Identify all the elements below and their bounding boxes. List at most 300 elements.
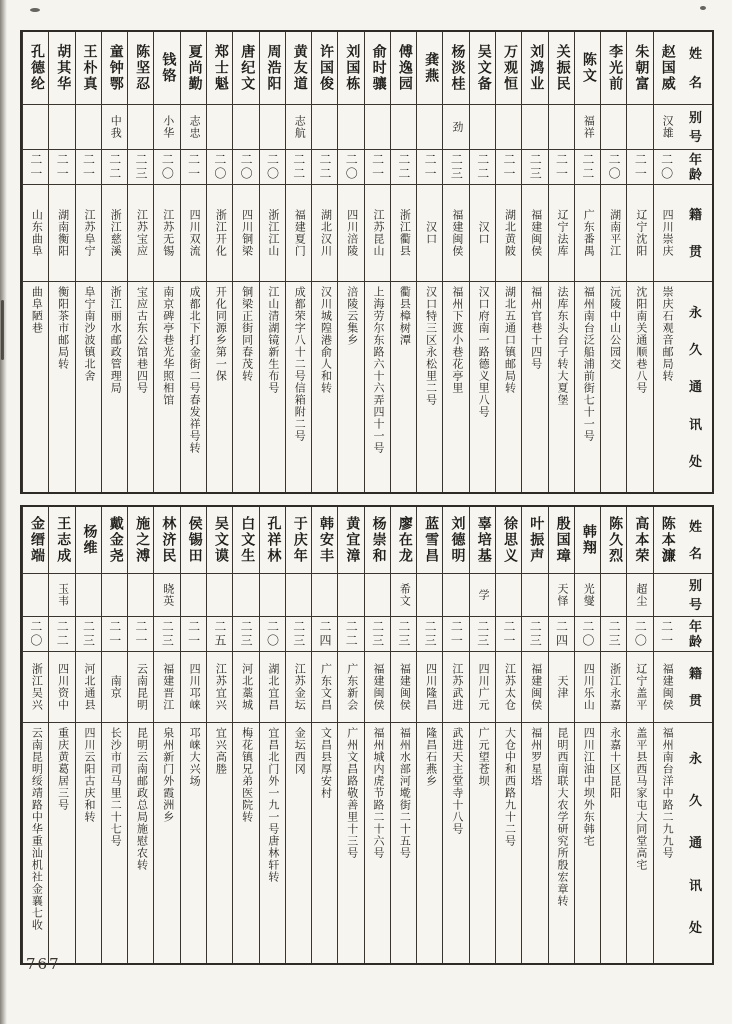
entry-address: 福州官巷十四号 — [529, 286, 542, 370]
entry-column — [548, 32, 574, 492]
entry-native-place: 山东曲阜 — [23, 185, 48, 282]
entry-native-place: 四川资中 — [49, 652, 74, 723]
entry-address: 文昌县厚安村 — [319, 727, 332, 799]
entry-alias — [365, 574, 390, 617]
entry-column — [495, 32, 521, 492]
entry-alias — [128, 105, 153, 150]
entry-native-place: 湖南衡阳 — [49, 185, 74, 282]
entry-address: 永嘉十区昆阳 — [608, 727, 621, 799]
entry-address: 重庆黄葛居三号 — [56, 727, 69, 811]
entry-alias — [233, 574, 258, 617]
entry-column — [364, 507, 390, 963]
entry-address: 云南昆明绥靖路中华重汕机社金襄七收 — [30, 727, 43, 931]
entry-address: 开化同源乡第一保 — [214, 286, 227, 382]
entry-address: 大仓中和西路九十二号 — [503, 727, 516, 847]
entry-address: 宜昌北门外一九一号唐林轩转 — [266, 727, 279, 883]
entry-native-place: 浙江衢县 — [391, 185, 416, 282]
entry-column — [653, 32, 679, 492]
entry-alias — [338, 574, 363, 617]
entry-name: 唐纪文 — [233, 32, 258, 105]
entry-name: 黄友道 — [286, 32, 311, 105]
entry-age: 二一 — [365, 150, 390, 185]
entry-native-place: 江苏金坛 — [286, 652, 311, 723]
entry-alias — [496, 574, 521, 617]
entry-alias — [601, 105, 626, 150]
entry-column — [390, 507, 416, 963]
entry-native-place: 江苏武进 — [443, 652, 468, 723]
entry-column — [180, 507, 206, 963]
entry-address: 福州水部河墘街二十五号 — [398, 727, 411, 859]
entry-native-place: 江苏阜宁 — [76, 185, 101, 282]
entry-native-place: 汉口 — [470, 185, 495, 282]
entry-native-place: 福建晋江 — [154, 652, 179, 723]
entry-column — [22, 507, 48, 963]
entry-name: 陈文 — [575, 32, 600, 105]
entry-native-place: 四川双流 — [181, 185, 206, 282]
entry-name: 戴金尧 — [102, 507, 127, 574]
directory-table-top — [20, 30, 714, 494]
entry-alias: 福祥 — [575, 105, 600, 150]
entry-address: 崇庆石观音邮局转 — [661, 286, 674, 382]
header-alias: 别 号 — [679, 105, 712, 150]
entry-age: 二二 — [49, 617, 74, 652]
entry-native-place: 江苏宜兴 — [207, 652, 232, 723]
entry-alias — [207, 105, 232, 150]
entry-column — [75, 507, 101, 963]
entry-address: 梅花镇兄弟医院转 — [240, 727, 253, 823]
entry-alias — [496, 105, 521, 150]
header-column — [679, 507, 712, 963]
entry-name: 杨淡桂 — [443, 32, 468, 105]
entry-column — [311, 32, 337, 492]
entry-age: 二四 — [549, 617, 574, 652]
entry-alias — [627, 105, 652, 150]
entry-age: 二三 — [286, 617, 311, 652]
entry-native-place: 湖南平江 — [601, 185, 626, 282]
entry-native-place: 辽宁盖平 — [627, 652, 652, 723]
entry-alias — [365, 105, 390, 150]
entry-address: 四川云阳古庆和转 — [82, 727, 95, 823]
entry-column — [153, 32, 179, 492]
entry-name: 刘国栋 — [338, 32, 363, 105]
entry-name: 韩翔 — [575, 507, 600, 574]
entry-age: 二三 — [391, 617, 416, 652]
entry-name: 关振民 — [549, 32, 574, 105]
entry-name: 王朴真 — [76, 32, 101, 105]
entry-column — [259, 32, 285, 492]
entry-native-place: 福建闽侯 — [522, 652, 547, 723]
entry-column — [521, 32, 547, 492]
entry-alias — [233, 105, 258, 150]
entry-column — [495, 507, 521, 963]
scan-edge-shadow — [0, 0, 7, 1024]
entry-alias — [23, 574, 48, 617]
entry-age: 二一 — [23, 150, 48, 185]
entry-column — [48, 507, 74, 963]
entry-column — [653, 507, 679, 963]
entry-alias: 汉雄 — [654, 105, 679, 150]
entry-native-place: 湖北宜昌 — [260, 652, 285, 723]
entry-column — [232, 32, 258, 492]
entry-address: 宝应古东公馆巷四号 — [135, 286, 148, 394]
header-age: 年 龄 — [679, 150, 712, 185]
entry-age: 二一 — [49, 150, 74, 185]
entry-alias — [76, 574, 101, 617]
entry-name: 陈久烈 — [601, 507, 626, 574]
entry-age: 二三 — [365, 617, 390, 652]
entry-native-place: 广东番禺 — [575, 185, 600, 282]
entry-column — [206, 507, 232, 963]
entry-column — [22, 32, 48, 492]
entry-column — [127, 32, 153, 492]
entry-age: 二〇 — [233, 150, 258, 185]
entry-column — [337, 507, 363, 963]
entry-name: 殷国璋 — [549, 507, 574, 574]
entry-native-place: 天津 — [549, 652, 574, 723]
header-address: 永 久 通 讯 处 — [688, 751, 702, 935]
entry-age: 二〇 — [654, 150, 679, 185]
entry-age: 二二 — [102, 150, 127, 185]
entry-alias: 中我 — [102, 105, 127, 150]
entry-age: 二一 — [76, 150, 101, 185]
entry-name: 白文生 — [233, 507, 258, 574]
entry-age: 二二 — [338, 617, 363, 652]
entry-address: 福州下渡小巷花亭里 — [450, 286, 463, 394]
scan-smudge — [700, 6, 706, 10]
entry-column — [574, 507, 600, 963]
entry-name: 高本荣 — [627, 507, 652, 574]
entry-address: 衡阳茶市邮局转 — [56, 286, 69, 370]
entry-name: 黄宜漳 — [338, 507, 363, 574]
entry-column — [626, 32, 652, 492]
entry-alias — [549, 105, 574, 150]
entry-name: 童钟鄂 — [102, 32, 127, 105]
entry-address: 福州南台泛船浦前街七十一号 — [582, 286, 595, 442]
entry-age: 二三 — [522, 617, 547, 652]
entry-column — [153, 507, 179, 963]
entry-alias: 晓英 — [154, 574, 179, 617]
entry-alias: 志忠 — [181, 105, 206, 150]
entry-alias: 希文 — [391, 574, 416, 617]
entry-native-place: 江苏太仓 — [496, 652, 521, 723]
entry-age: 二〇 — [154, 150, 179, 185]
entry-age: 二三 — [470, 617, 495, 652]
entry-column — [548, 507, 574, 963]
entry-age: 二〇 — [627, 617, 652, 652]
entry-native-place: 云南昆明 — [128, 652, 153, 723]
entry-native-place: 广东新会 — [338, 652, 363, 723]
entry-native-place: 福建夏门 — [286, 185, 311, 282]
entry-address: 成都荣字八十二号信箱附二号 — [293, 286, 306, 442]
entry-native-place: 汉口 — [417, 185, 442, 282]
directory-table-bottom — [20, 505, 714, 965]
entry-address: 长沙市司马里二十七号 — [109, 727, 122, 847]
entry-age: 二〇 — [338, 150, 363, 185]
entry-alias — [391, 105, 416, 150]
entry-alias: 小华 — [154, 105, 179, 150]
entry-native-place: 福建闽侯 — [443, 185, 468, 282]
entry-age: 二三 — [128, 150, 153, 185]
entry-age: 二〇 — [601, 150, 626, 185]
entry-name: 郑士魁 — [207, 32, 232, 105]
entry-age: 二三 — [76, 617, 101, 652]
entry-address: 昆明云南邮政总局施慰农转 — [135, 727, 148, 871]
entry-age: 二三 — [154, 617, 179, 652]
entry-name: 廖在龙 — [391, 507, 416, 574]
entry-age: 二一 — [549, 150, 574, 185]
entry-address: 广州文昌路敬善里十三号 — [345, 727, 358, 859]
entry-name: 杨崇和 — [365, 507, 390, 574]
entry-alias — [417, 574, 442, 617]
entry-address: 盖平县西马家屯大同堂高宅 — [634, 727, 647, 871]
entry-native-place: 四川邛崃 — [181, 652, 206, 723]
entry-column — [521, 507, 547, 963]
entry-address: 武进天主堂寺十八号 — [450, 727, 463, 835]
entry-address: 汉口府南一路德义里八号 — [477, 286, 490, 418]
entry-age: 二五 — [207, 617, 232, 652]
entry-alias — [260, 105, 285, 150]
entry-address: 成都北下打金街二号春发祥号转 — [188, 286, 201, 454]
entry-age: 二〇 — [260, 617, 285, 652]
entry-address: 法库东头台子转大夏堡 — [556, 286, 568, 406]
entry-column — [390, 32, 416, 492]
entry-age: 二一 — [102, 617, 127, 652]
entry-alias — [23, 105, 48, 150]
entry-name: 周浩阳 — [260, 32, 285, 105]
entry-age: 二〇 — [575, 617, 600, 652]
entry-name: 金缙端 — [23, 507, 48, 574]
entry-native-place: 四川崇庆 — [654, 185, 679, 282]
entry-age: 二〇 — [23, 617, 48, 652]
entry-native-place: 四川铜梁 — [233, 185, 258, 282]
entry-name: 韩安丰 — [312, 507, 337, 574]
entry-name: 李光前 — [601, 32, 626, 105]
scan-smudge — [1, 300, 4, 360]
entry-native-place: 江苏昆山 — [365, 185, 390, 282]
entry-alias: 玉韦 — [49, 574, 74, 617]
entry-alias — [338, 105, 363, 150]
entry-name: 于庆年 — [286, 507, 311, 574]
entry-alias — [49, 105, 74, 150]
entry-address: 四川江油中坝外东韩宅 — [582, 727, 595, 847]
entry-age: 二一 — [443, 617, 468, 652]
entry-native-place: 江苏宝应 — [128, 185, 153, 282]
entry-alias — [312, 105, 337, 150]
entry-native-place: 四川广元 — [470, 652, 495, 723]
entry-name: 蓝雪昌 — [417, 507, 442, 574]
entry-alias: 光燮 — [575, 574, 600, 617]
entry-address: 上海劳尔东路六十六弄四十一号 — [372, 286, 385, 454]
entry-native-place: 湖北黄陂 — [496, 185, 521, 282]
entry-column — [574, 32, 600, 492]
entry-column — [285, 32, 311, 492]
entry-address: 衢县樟树潭 — [398, 286, 411, 346]
entry-age: 二一 — [627, 150, 652, 185]
entry-name: 徐思义 — [496, 507, 521, 574]
entry-column — [311, 507, 337, 963]
entry-column — [259, 507, 285, 963]
entry-name: 辜培基 — [470, 507, 495, 574]
entry-age: 二三 — [601, 617, 626, 652]
entry-name: 钱铬 — [154, 32, 179, 105]
entry-alias — [76, 105, 101, 150]
page-number: 767 — [26, 955, 61, 973]
entry-address: 南京碑亭巷光华照相馆 — [161, 286, 174, 406]
entry-native-place: 四川乐山 — [575, 652, 600, 723]
entry-name: 吴文谟 — [207, 507, 232, 574]
entry-name: 朱朝富 — [627, 32, 652, 105]
entry-name: 叶振声 — [522, 507, 547, 574]
entry-address: 江山清湖镜新生布号 — [266, 286, 279, 394]
entry-column — [75, 32, 101, 492]
entry-name: 吴文备 — [470, 32, 495, 105]
entry-alias — [522, 574, 547, 617]
entry-address: 福州南台洋中路二九九号 — [661, 727, 674, 859]
entry-alias — [181, 574, 206, 617]
entry-column — [127, 507, 153, 963]
entry-address: 沈阳南关通顺巷八号 — [634, 286, 647, 394]
entry-name: 傅逸园 — [391, 32, 416, 105]
entry-alias — [207, 574, 232, 617]
entry-address: 宜兴高塍 — [214, 727, 227, 775]
entry-native-place: 福建闽侯 — [391, 652, 416, 723]
entry-alias — [260, 574, 285, 617]
entry-column — [442, 507, 468, 963]
entry-name: 刘德明 — [443, 507, 468, 574]
entry-address: 金坛西冈 — [293, 727, 306, 775]
entry-native-place: 辽宁沈阳 — [627, 185, 652, 282]
entry-address: 涪陵云集乡 — [345, 286, 358, 346]
entry-name: 王志成 — [49, 507, 74, 574]
entry-column — [101, 507, 127, 963]
entry-native-place: 福建闽侯 — [654, 652, 679, 723]
entry-alias: 学 — [470, 574, 495, 617]
header-name: 姓 名 — [679, 507, 712, 574]
entry-native-place: 浙江开化 — [207, 185, 232, 282]
entry-age: 二四 — [312, 617, 337, 652]
entry-column — [232, 507, 258, 963]
entry-age: 二一 — [181, 150, 206, 185]
entry-native-place: 四川隆昌 — [417, 652, 442, 723]
entry-column — [206, 32, 232, 492]
entry-native-place: 河北藁城 — [233, 652, 258, 723]
header-name: 姓 名 — [679, 32, 712, 105]
entry-age: 二二 — [575, 150, 600, 185]
entry-column — [416, 507, 442, 963]
entry-alias: 劲 — [443, 105, 468, 150]
header-address: 永 久 通 讯 处 — [688, 305, 702, 469]
entry-column — [600, 32, 626, 492]
entry-alias — [128, 574, 153, 617]
entry-address: 隆昌石燕乡 — [424, 727, 437, 787]
scan-smudge — [30, 8, 40, 12]
entry-address: 福州罗星塔 — [529, 727, 542, 787]
entry-age: 二一 — [496, 617, 521, 652]
header-column — [679, 32, 712, 492]
entry-alias — [522, 105, 547, 150]
entry-name: 赵国威 — [654, 32, 679, 105]
entry-column — [337, 32, 363, 492]
entry-alias — [286, 574, 311, 617]
entry-column — [469, 507, 495, 963]
entry-name: 俞时骧 — [365, 32, 390, 105]
entry-column — [285, 507, 311, 963]
entry-column — [364, 32, 390, 492]
entry-name: 许国俊 — [312, 32, 337, 105]
entry-native-place: 江苏无锡 — [154, 185, 179, 282]
entry-age: 二〇 — [207, 150, 232, 185]
entry-age: 二一 — [417, 150, 442, 185]
entry-column — [180, 32, 206, 492]
entry-alias: 超尘 — [627, 574, 652, 617]
entry-alias — [470, 105, 495, 150]
entry-address: 泉州新门外霞洲乡 — [161, 727, 174, 823]
entry-native-place: 广东文昌 — [312, 652, 337, 723]
entry-age: 二三 — [233, 617, 258, 652]
entry-age: 二二 — [286, 150, 311, 185]
entry-alias — [102, 574, 127, 617]
header-native-place: 籍 贯 — [679, 652, 712, 723]
entry-address: 汉口特三区永松里二号 — [424, 286, 437, 406]
entry-address: 广元望苍坝 — [477, 727, 490, 787]
entry-address: 福州城内虎节路二十六号 — [372, 727, 385, 859]
entry-column — [442, 32, 468, 492]
entry-column — [626, 507, 652, 963]
entry-age: 二一 — [654, 617, 679, 652]
entry-native-place: 浙江江山 — [260, 185, 285, 282]
entry-native-place: 浙江慈溪 — [102, 185, 127, 282]
header-age: 年 龄 — [679, 617, 712, 652]
entry-name: 林济民 — [154, 507, 179, 574]
entry-age: 二〇 — [260, 150, 285, 185]
entry-column — [101, 32, 127, 492]
entry-name: 陈坚忍 — [128, 32, 153, 105]
entry-address: 沅陵中山公园交 — [608, 286, 621, 370]
entry-age: 二一 — [128, 617, 153, 652]
entry-age: 二二 — [391, 150, 416, 185]
entry-age: 二二 — [470, 150, 495, 185]
entry-name: 夏尚勤 — [181, 32, 206, 105]
entry-name: 施之溥 — [128, 507, 153, 574]
entry-alias — [417, 105, 442, 150]
entry-name: 龚燕 — [417, 32, 442, 105]
entry-native-place: 福建闽侯 — [365, 652, 390, 723]
entry-age: 二三 — [417, 617, 442, 652]
entry-native-place: 湖北汉川 — [312, 185, 337, 282]
header-native-place: 籍 贯 — [679, 185, 712, 282]
entry-native-place: 福建闽侯 — [522, 185, 547, 282]
entry-native-place: 浙江吴兴 — [23, 652, 48, 723]
entry-address: 汉川城隍港俞人和转 — [319, 286, 332, 394]
entry-native-place: 四川涪陵 — [338, 185, 363, 282]
entry-address: 曲阜陋巷 — [30, 286, 43, 334]
entry-name: 胡其华 — [49, 32, 74, 105]
entry-alias: 天怿 — [549, 574, 574, 617]
entry-address: 浙江丽水邮政管理局 — [109, 286, 122, 394]
header-alias: 别 号 — [679, 574, 712, 617]
entry-name: 孔祥林 — [260, 507, 285, 574]
entry-address: 昆明西南联大农学研究所殷宏章转 — [556, 727, 568, 907]
entry-column — [600, 507, 626, 963]
entry-name: 侯锡田 — [181, 507, 206, 574]
entry-alias: 志航 — [286, 105, 311, 150]
entry-address: 邛崃大兴场 — [188, 727, 201, 787]
entry-name: 刘鸿业 — [522, 32, 547, 105]
entry-alias — [312, 574, 337, 617]
entry-name: 陈本濂 — [654, 507, 679, 574]
entry-alias — [443, 574, 468, 617]
entry-column — [416, 32, 442, 492]
